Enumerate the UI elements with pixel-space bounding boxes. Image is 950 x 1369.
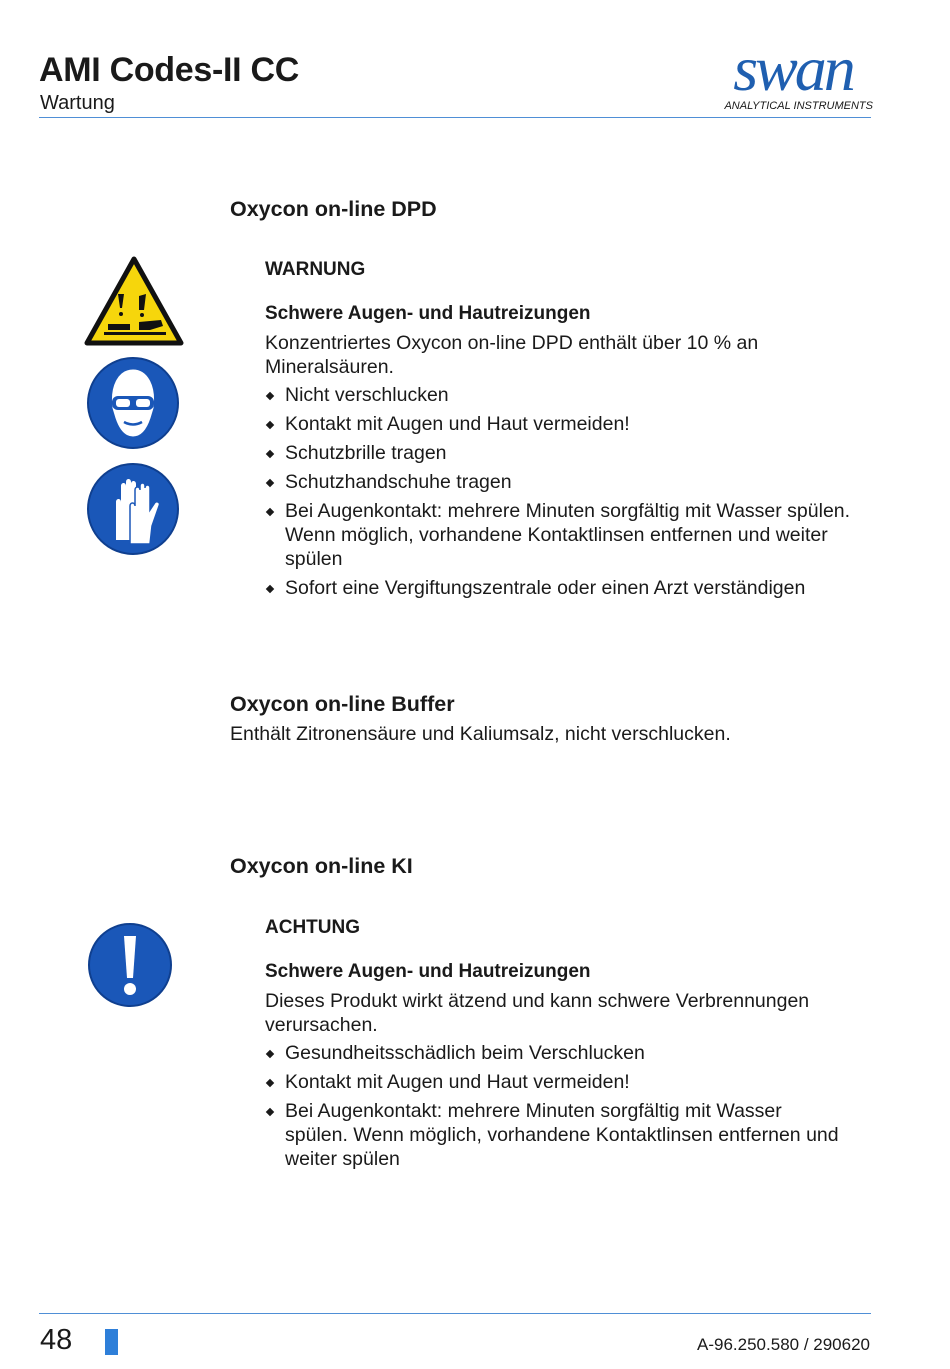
section-title-ki: Oxycon on-line KI xyxy=(230,854,413,878)
bullet-icon xyxy=(266,585,274,593)
swan-logo xyxy=(712,30,874,114)
precautions-list-ki xyxy=(265,1041,855,1176)
signal-word-warning: WARNUNG xyxy=(265,259,366,280)
list-item: Schutzbrille tragen xyxy=(265,441,865,465)
list-item: Kontakt mit Augen und Haut vermeiden! xyxy=(265,1070,855,1094)
logo-wordmark: swan xyxy=(733,33,853,104)
bullet-icon xyxy=(266,450,274,458)
page-subtitle: Wartung xyxy=(40,92,115,114)
section-title-buffer: Oxycon on-line Buffer xyxy=(230,692,455,716)
wear-eye-protection-icon xyxy=(86,356,180,450)
logo-tagline: ANALYTICAL INSTRUMENTS xyxy=(724,100,873,112)
hazard-text-dpd: Konzentriertes Oxycon on-line DPD enthält über 10 % an Mineralsäuren. xyxy=(265,332,759,378)
bullet-icon xyxy=(266,1108,274,1116)
list-item: Nicht verschlucken xyxy=(265,383,865,407)
list-item: Schutzhandschuhe tragen xyxy=(265,470,865,494)
list-item: Gesundheitsschädlich beim Verschlucken xyxy=(265,1041,855,1065)
footer-rule xyxy=(39,1313,871,1314)
general-mandatory-icon xyxy=(87,922,173,1008)
signal-word-attention: ACHTUNG xyxy=(265,917,360,938)
hazard-title-ki: Schwere Augen- und Hautreizungen xyxy=(265,961,591,982)
page-number: 48 xyxy=(40,1324,73,1356)
list-item: Bei Augenkontakt: mehrere Minuten sorgfältig mit Wasser spülen. Wenn möglich, vorhandene Kontaktlinsen entfernen und weiter spülen xyxy=(265,1099,845,1171)
bullet-icon xyxy=(266,392,274,400)
header-rule xyxy=(39,117,871,118)
precautions-list-dpd xyxy=(265,383,865,605)
page-title: AMI Codes-II CC xyxy=(39,51,299,89)
buffer-text: Enthält Zitronensäure und Kaliumsalz, nicht verschlucken. xyxy=(230,723,731,745)
hazard-title-dpd: Schwere Augen- und Hautreizungen xyxy=(265,303,591,324)
section-title-dpd: Oxycon on-line DPD xyxy=(230,197,437,221)
list-item: Sofort eine Vergiftungszentrale oder einen Arzt verständigen xyxy=(265,576,865,600)
list-item: Bei Augenkontakt: mehrere Minuten sorgfältig mit Wasser spülen. Wenn möglich, vorhandene Kontaktlinsen entfernen und weiter spülen xyxy=(265,499,865,571)
wear-gloves-icon xyxy=(86,462,180,556)
bullet-icon xyxy=(266,508,274,516)
bullet-icon xyxy=(266,1050,274,1058)
hazard-text-ki: Dieses Produkt wirkt ätzend und kann schwere Verbrennungen verursachen. xyxy=(265,990,810,1036)
bullet-icon xyxy=(266,479,274,487)
corrosive-warning-icon xyxy=(84,256,184,346)
list-item: Kontakt mit Augen und Haut vermeiden! xyxy=(265,412,865,436)
bullet-icon xyxy=(266,1079,274,1087)
document-code: A-96.250.580 / 290620 xyxy=(697,1335,870,1354)
page-marker xyxy=(105,1329,118,1355)
bullet-icon xyxy=(266,421,274,429)
